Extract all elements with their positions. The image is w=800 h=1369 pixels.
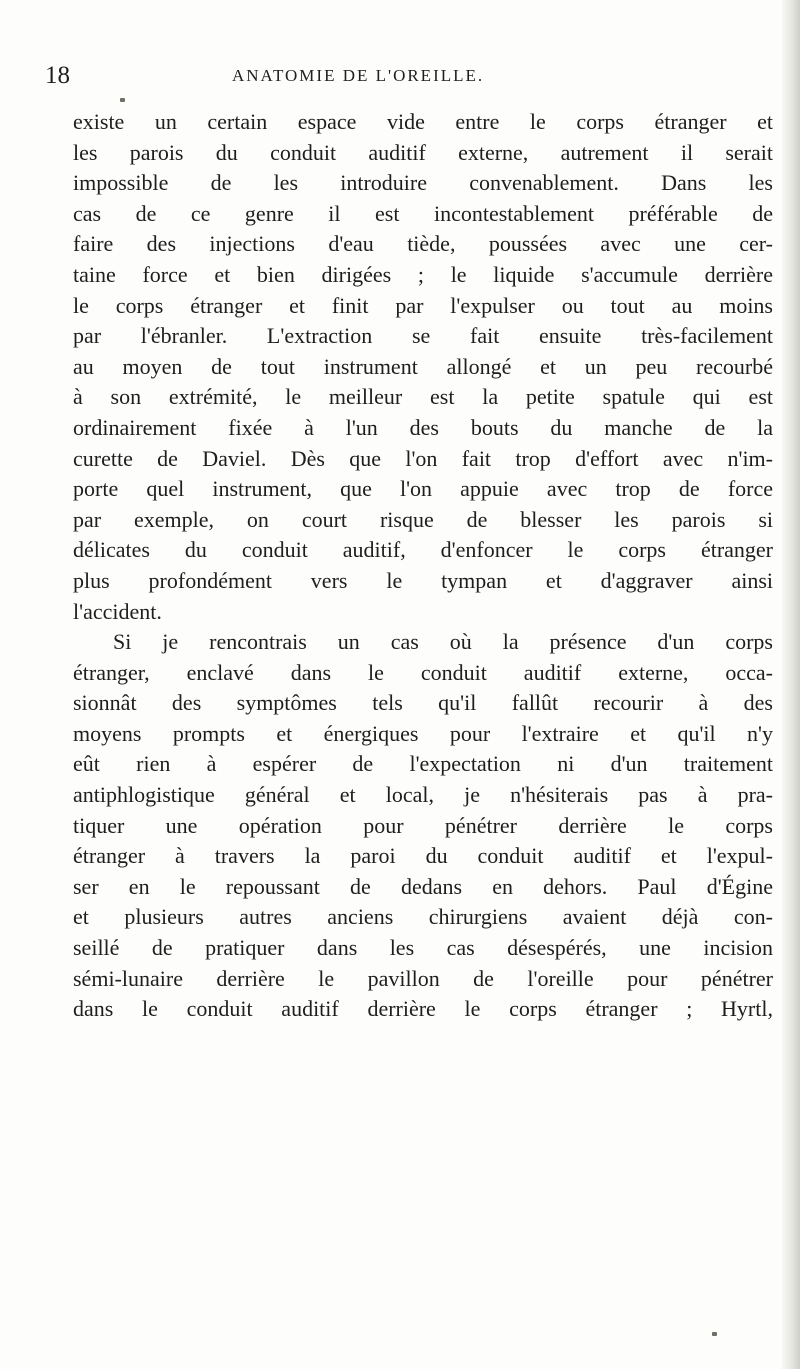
text-line: cas de ce genre il est incontestablement préférable de: [73, 200, 773, 226]
text-line: l'accident.: [73, 598, 162, 624]
text-line: étranger, enclavé dans le conduit auditif externe, occa-: [73, 659, 773, 685]
page-header: [45, 62, 745, 102]
print-speck: [712, 1332, 717, 1336]
text-line: au moyen de tout instrument allongé et un peu recourbé: [73, 353, 773, 379]
text-line: à son extrémité, le meilleur est la petite spatule qui est: [73, 384, 773, 410]
text-line: étranger à travers la paroi du conduit auditif et l'expul-: [73, 843, 773, 869]
text-line: délicates du conduit auditif, d'enfoncer le corps étranger: [73, 537, 773, 563]
text-line: sémi-lunaire derrière le pavillon de l'oreille pour pénétrer: [73, 965, 773, 991]
text-line: Si je rencontrais un cas où la présence d'un corps: [113, 629, 773, 655]
text-line: les parois du conduit auditif externe, autrement il serait: [73, 139, 773, 165]
text-line: impossible de les introduire convenablement. Dans les: [73, 170, 773, 196]
text-line: par exemple, on court risque de blesser les parois si: [73, 506, 773, 532]
text-line: faire des injections d'eau tiède, poussées avec une cer-: [73, 231, 773, 257]
text-line: curette de Daviel. Dès que l'on fait trop d'effort avec n'im-: [73, 445, 773, 471]
text-line: tiquer une opération pour pénétrer derrière le corps: [73, 812, 773, 838]
page-number: 18: [45, 62, 70, 89]
page-edge-shadow: [782, 0, 800, 1369]
text-line: ser en le repoussant de dedans en dehors. Paul d'Égine: [73, 873, 773, 899]
running-title: ANATOMIE DE L'OREILLE.: [232, 66, 485, 85]
body-text: [73, 107, 773, 1025]
text-line: plus profondément vers le tympan et d'aggraver ainsi: [73, 567, 773, 593]
text-line: porte quel instrument, que l'on appuie avec trop de force: [73, 476, 773, 502]
text-line: sionnât des symptômes tels qu'il fallût recourir à des: [73, 690, 773, 716]
text-line: existe un certain espace vide entre le corps étranger et: [73, 109, 773, 134]
text-line: taine force et bien dirigées ; le liquide s'accumule derrière: [73, 261, 773, 287]
print-speck: [120, 98, 125, 102]
text-line: ordinairement fixée à l'un des bouts du manche de la: [73, 414, 773, 440]
text-line: seillé de pratiquer dans les cas désespérés, une incision: [73, 935, 773, 961]
text-line: eût rien à espérer de l'expectation ni d'un traitement: [73, 751, 773, 777]
text-line: par l'ébranler. L'extraction se fait ensuite très-facilement: [73, 323, 773, 349]
text-line: le corps étranger et finit par l'expulser ou tout au moins: [73, 292, 773, 318]
text-line: et plusieurs autres anciens chirurgiens avaient déjà con-: [73, 904, 773, 930]
text-line: antiphlogistique général et local, je n'hésiterais pas à pra-: [73, 782, 773, 808]
text-line: dans le conduit auditif derrière le corps étranger ; Hyrtl,: [73, 996, 773, 1022]
text-line: moyens prompts et énergiques pour l'extraire et qu'il n'y: [73, 720, 773, 746]
